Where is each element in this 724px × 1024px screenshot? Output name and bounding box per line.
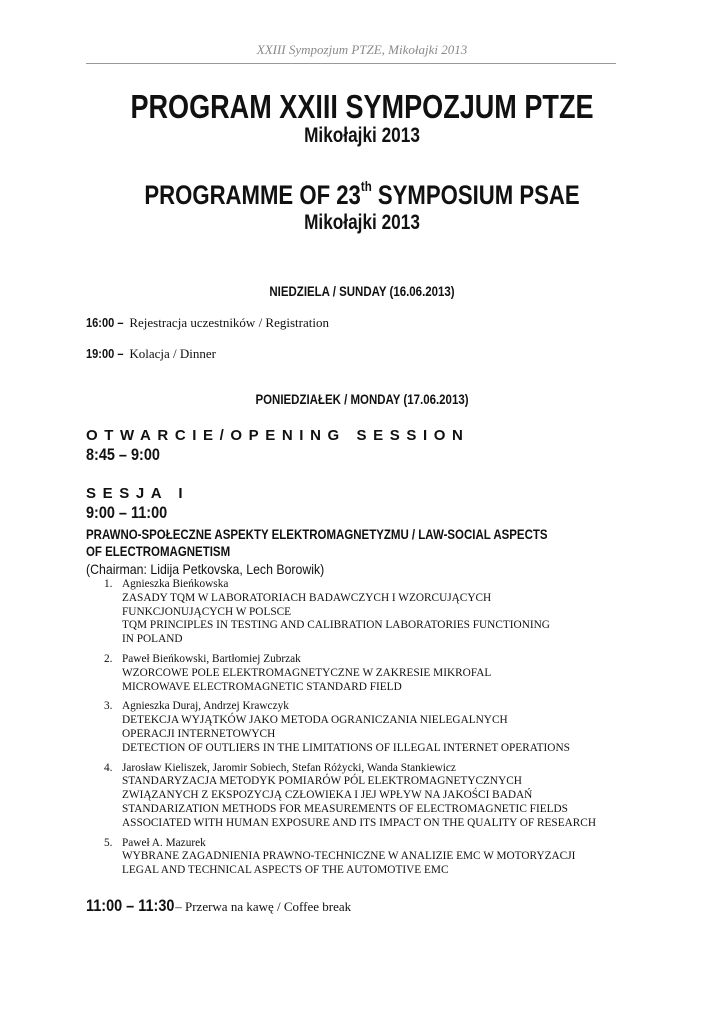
session-title-line-1: PRAWNO-SPOŁECZNE ASPEKTY ELEKTROMAGNETYZMU / LAW-SOCIAL ASPECTS [86,526,548,542]
talk-authors: Agnieszka Duraj, Andrzej Krawczyk [122,700,289,713]
talk-number: 1. [104,578,113,590]
talk-title-line: ASSOCIATED WITH HUMAN EXPOSURE AND ITS IMPACT ON THE QUALITY OF RESEARCH [122,816,596,829]
talk-item [104,762,644,831]
running-header: XXIII Sympozjum PTZE, Mikołajki 2013 [256,42,468,57]
session-label: SESJA I [86,485,190,502]
talk-authors: Paweł Bieńkowski, Bartłomiej Zubrzak [122,652,301,665]
talk-title-line: TQM PRINCIPLES IN TESTING AND CALIBRATION LABORATORIES FUNCTIONING [122,619,550,632]
talk-title-line: OPERACJI INTERNETOWYCH [122,727,276,740]
coffee-break-text: – Przerwa na kawę / Coffee break [171,899,352,914]
session-title-line-2: OF ELECTROMAGNETISM [86,543,231,559]
sunday-item [86,346,216,362]
talk-number: 4. [104,761,113,774]
subtitle-polish-wrap [0,124,724,148]
sunday-heading: NIEDZIELA / SUNDAY (16.06.2013) [269,283,455,299]
talk-number: 2. [104,652,113,665]
title-polish: PROGRAM XXIII SYMPOZJUM PTZE [130,88,594,125]
header-rule [86,63,616,64]
talk-item [104,653,644,694]
session-time: 9:00 – 11:00 [86,503,168,522]
sunday-item-time: 16:00 – [86,315,124,330]
talk-title-line: ZWIĄZANYCH Z EKSPOZYCJĄ CZŁOWIEKA I JEJ WPŁYW NA JAKOŚCI BADAŃ [122,789,533,802]
talk-title-line: DETEKCJA WYJĄTKÓW JAKO METODA OGRANICZANIA NIELEGALNYCH [122,714,508,727]
talk-list [104,578,644,884]
monday-heading-wrap [0,391,724,407]
title-english-wrap [0,180,724,211]
talk-authors: Paweł A. Mazurek [122,836,206,849]
talk-title-line: ZASADY TQM W LABORATORIACH BADAWCZYCH I WZORCUJĄCYCH [122,591,492,604]
subtitle-english: Mikołajki 2013 [304,211,420,234]
talk-title-line: LEGAL AND TECHNICAL ASPECTS OF THE AUTOMOTIVE EMC [122,864,449,877]
talk-title-line: DETECTION OF OUTLIERS IN THE LIMITATIONS OF ILLEGAL INTERNET OPERATIONS [122,741,570,754]
talk-title-line: STANDARIZATION METHODS FOR MEASUREMENTS OF ELECTROMAGNETIC FIELDS [122,802,568,815]
sunday-item-text: Rejestracja uczestników / Registration [126,315,329,330]
talk-number: 5. [104,836,113,849]
talk-title-line: WYBRANE ZAGADNIENIA PRAWNO-TECHNICZNE W ANALIZIE EMC W MOTORYZACJI [122,850,576,863]
coffee-break-time: 11:00 – 11:30 [86,896,175,915]
title-english-sup: th [360,178,372,194]
subtitle-english-wrap [0,211,724,235]
talk-item [104,700,644,755]
talk-authors: Jarosław Kieliszek, Jaromir Sobiech, Stefan Różycki, Wanda Stankiewicz [122,761,456,774]
sunday-item-time: 19:00 – [86,346,124,361]
sunday-item [86,315,329,331]
session-chairman: (Chairman: Lidija Petkovska, Lech Borowik) [86,561,325,577]
talk-item [104,837,644,878]
subtitle-polish: Mikołajki 2013 [304,124,420,147]
talk-title-line: STANDARYZACJA METODYK POMIARÓW PÓL ELEKTROMAGNETYCZNYCH [122,775,522,788]
sunday-item-text: Kolacja / Dinner [126,346,216,361]
title-english-post: SYMPOSIUM PSAE [371,180,580,210]
title-polish-wrap [0,88,724,126]
talk-number: 3. [104,700,113,713]
opening-session-label: OTWARCIE/OPENING SESSION [86,427,470,444]
coffee-break [86,896,351,916]
title-english [65,180,659,211]
talk-item [104,578,644,647]
talk-title-line: MICROWAVE ELECTROMAGNETIC STANDARD FIELD [122,680,402,693]
talk-title-line: FUNKCJONUJĄCYCH W POLSCE [122,605,292,618]
talk-title-line: WZORCOWE POLE ELEKTROMAGNETYCZNE W ZAKRESIE MIKROFAL [122,666,492,679]
sunday-heading-wrap [0,283,724,299]
talk-title-line: IN POLAND [122,633,183,646]
talk-authors: Agnieszka Bieńkowska [122,578,229,590]
monday-heading: PONIEDZIAŁEK / MONDAY (17.06.2013) [255,391,469,407]
opening-session-time: 8:45 – 9:00 [86,445,160,464]
title-english-pre: PROGRAMME OF 23 [144,180,361,210]
